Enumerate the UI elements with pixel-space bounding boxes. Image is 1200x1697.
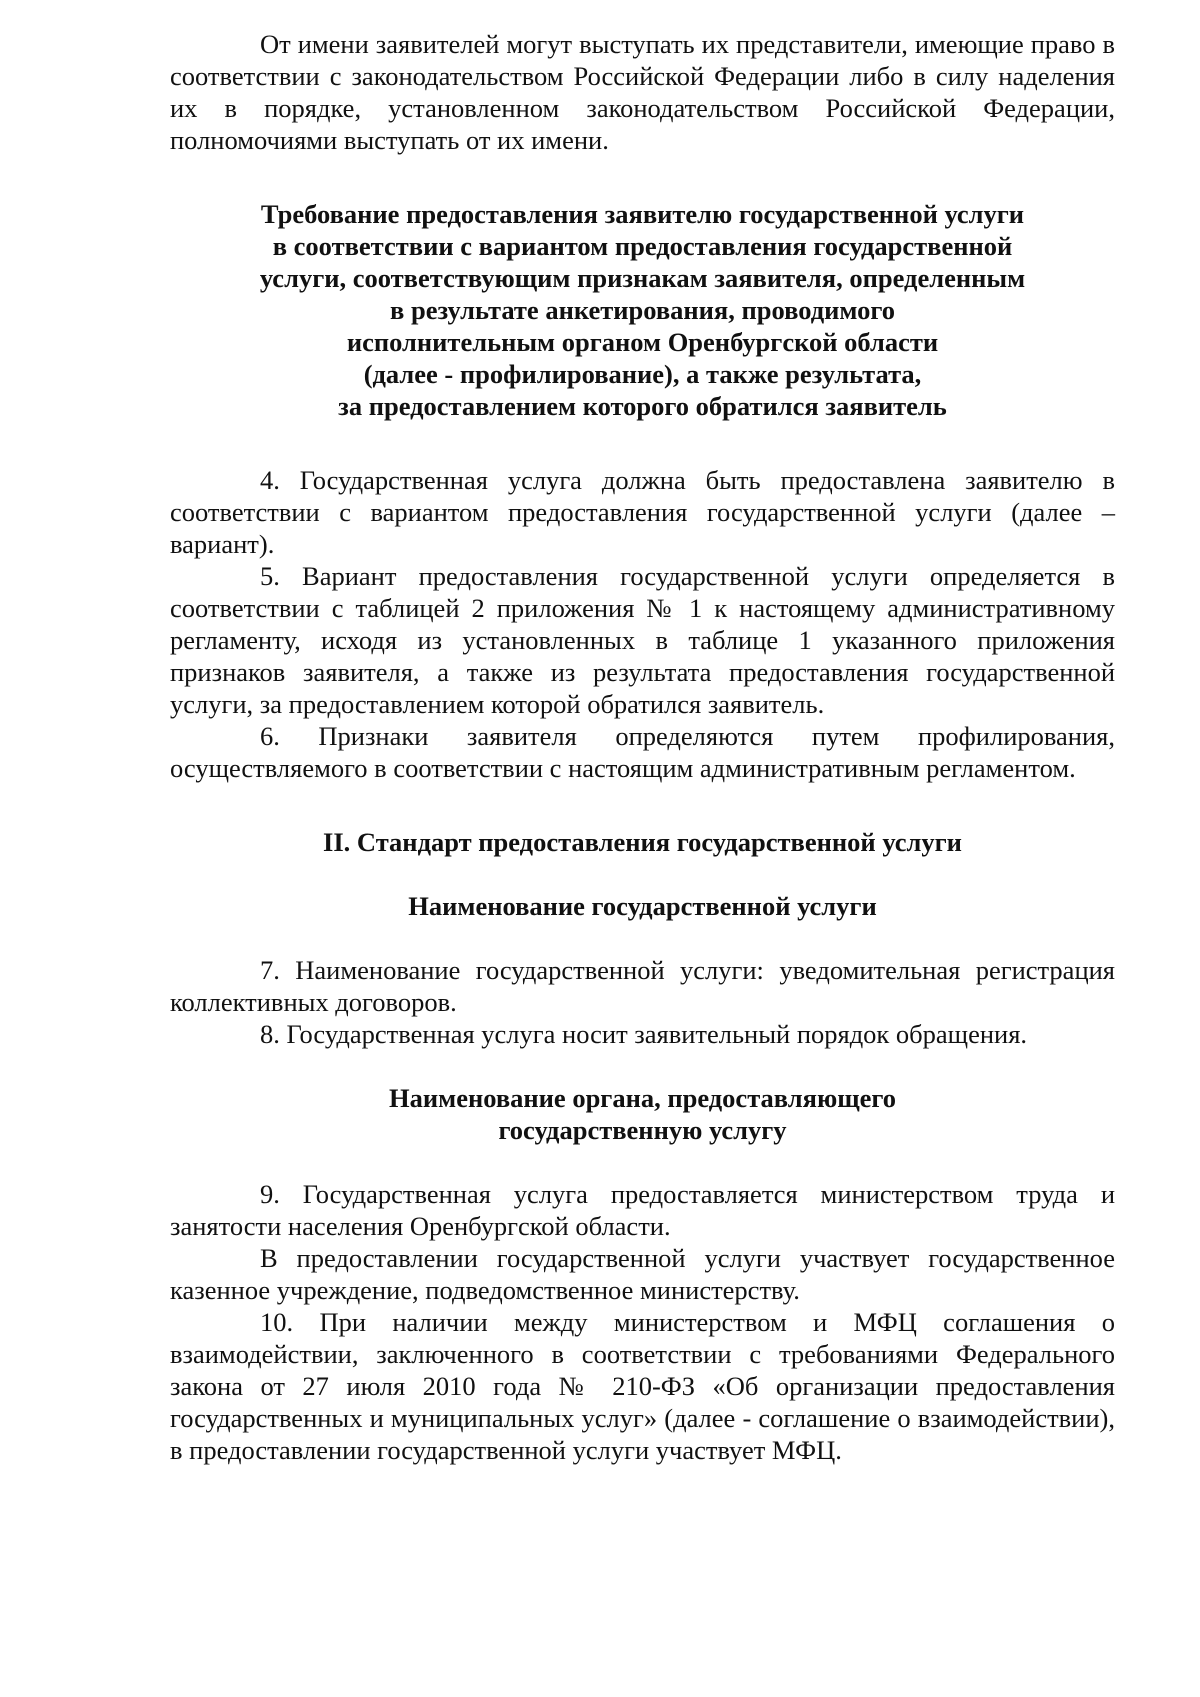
heading-line: Требование предоставления заявителю государственной услуги [260,199,1025,229]
spacer [170,156,1115,198]
heading-line: Наименование органа, предоставляющего [389,1083,896,1113]
spacer [170,922,1115,954]
heading-line: государственную услугу [498,1115,787,1145]
heading-line: в соответствии с вариантом предоставления государственной [272,231,1013,261]
heading-requirement [170,198,1115,422]
spacer [170,422,1115,464]
paragraph-5: 5. Вариант предоставления государственной услуги определяется в соответствии с таблицей 2 приложения № 1 к настоящему административному регламенту, исходя из установленных в таблице 1 указанного приложения признаков заявителя, а также из результата предоставления государственной услуги, за предоставлением которой обратился заявитель. [170,561,1115,719]
heading-line: в результате анкетирования, проводимого [390,295,895,325]
heading-service-name: Наименование государственной услуги [408,891,877,921]
spacer [170,858,1115,890]
heading-line: (далее - профилирование), а также результата, [363,359,922,389]
paragraph-9-participant: В предоставлении государственной услуги участвует государственное казенное учреждение, подведомственное министерству. [170,1243,1115,1305]
paragraph-8: 8. Государственная услуга носит заявительный порядок обращения. [260,1019,1028,1049]
spacer [170,1146,1115,1178]
document-body [170,28,1115,1466]
spacer [170,784,1115,826]
heading-line: услуги, соответствующим признакам заявителя, определенным [259,263,1026,293]
paragraph-9: 9. Государственная услуга предоставляется министерством труда и занятости населения Оренбургской области. [170,1179,1115,1241]
heading-line: за предоставлением которого обратился заявитель [338,391,947,421]
paragraph-4: 4. Государственная услуга должна быть предоставлена заявителю в соответствии с вариантом предоставления государственной услуги (далее – вариант). [170,465,1115,559]
heading-line: исполнительным органом Оренбургской области [346,327,939,357]
heading-authority [170,1082,1115,1146]
spacer [170,1050,1115,1082]
paragraph-representatives: От имени заявителей могут выступать их представители, имеющие право в соответствии с законодательством Российской Федерации либо в силу наделения их в порядке, установленном законодательством Российской Федерации, полномочиями выступать от их имени. [170,29,1115,155]
paragraph-7: 7. Наименование государственной услуги: уведомительная регистрация коллективных договоров. [170,955,1115,1017]
paragraph-6: 6. Признаки заявителя определяются путем профилирования, осуществляемого в соответствии с настоящим административным регламентом. [170,721,1115,783]
paragraph-10: 10. При наличии между министерством и МФЦ соглашения о взаимодействии, заключенного в соответствии с требованиями Федерального закона от 27 июля 2010 года № 210-ФЗ «Об организации предоставления государственных и муниципальных услуг» (далее - соглашение о взаимодействии), в предоставлении государственной услуги участвует МФЦ. [170,1307,1115,1465]
heading-section-2: II. Стандарт предоставления государственной услуги [323,827,962,857]
